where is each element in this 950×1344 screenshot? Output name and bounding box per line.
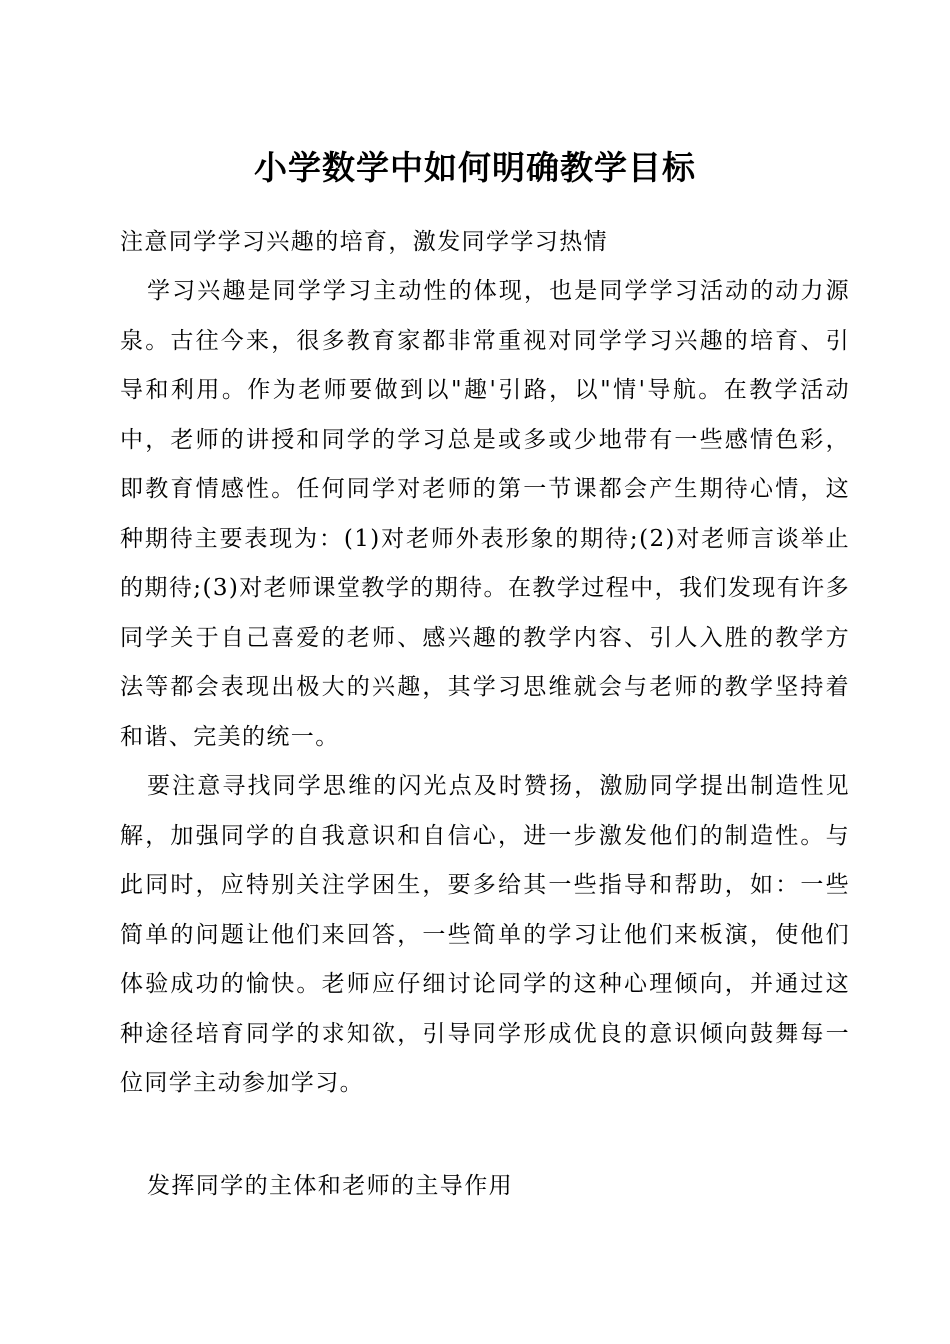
section-heading-roles: 发挥同学的主体和老师的主导作用 (147, 1173, 513, 1199)
section-heading-interest: 注意同学学习兴趣的培育，激发同学学习热情 (120, 229, 608, 255)
paragraph-interest: 学习兴趣是同学学习主动性的体现，也是同学学习活动的动力源泉。古往今来，很多教育家都非常重视对同学学习兴趣的培育、引导和利用。作为老师要做到以"趣'引路，以"情'导航。在教学活动中，老师的讲授和同学的学习总是或多或少地带有一些感情色彩，即教育情感性。任何同学对老师的第一节课都会产生期待心情，这种期待主要表现为：(1)对老师外表形象的期待;(2)对老师言谈举止的期待;(3)对老师课堂教学的期待。在教学过程中，我们发现有许多同学关于自己喜爱的老师、感兴趣的教学内容、引人入胜的教学方法等都会表现出极大的兴趣，其学习思维就会与老师的教学坚持着和谐、完美的统一。 (120, 278, 850, 750)
paragraph-encouragement: 要注意寻找同学思维的闪光点及时赞扬，激励同学提出制造性见解，加强同学的自我意识和自信心，进一步激发他们的制造性。与此同时，应特别关注学困生，要多给其一些指导和帮助，如：一些简单的问题让他们来回答，一些简单的学习让他们来板演，使他们体验成功的愉快。老师应仔细讨论同学的这种心理倾向，并通过这种途径培育同学的求知欲，引导同学形成优良的意识倾向鼓舞每一位同学主动参加学习。 (120, 773, 850, 1096)
document-title: 小学数学中如何明确教学目标 (254, 148, 696, 187)
